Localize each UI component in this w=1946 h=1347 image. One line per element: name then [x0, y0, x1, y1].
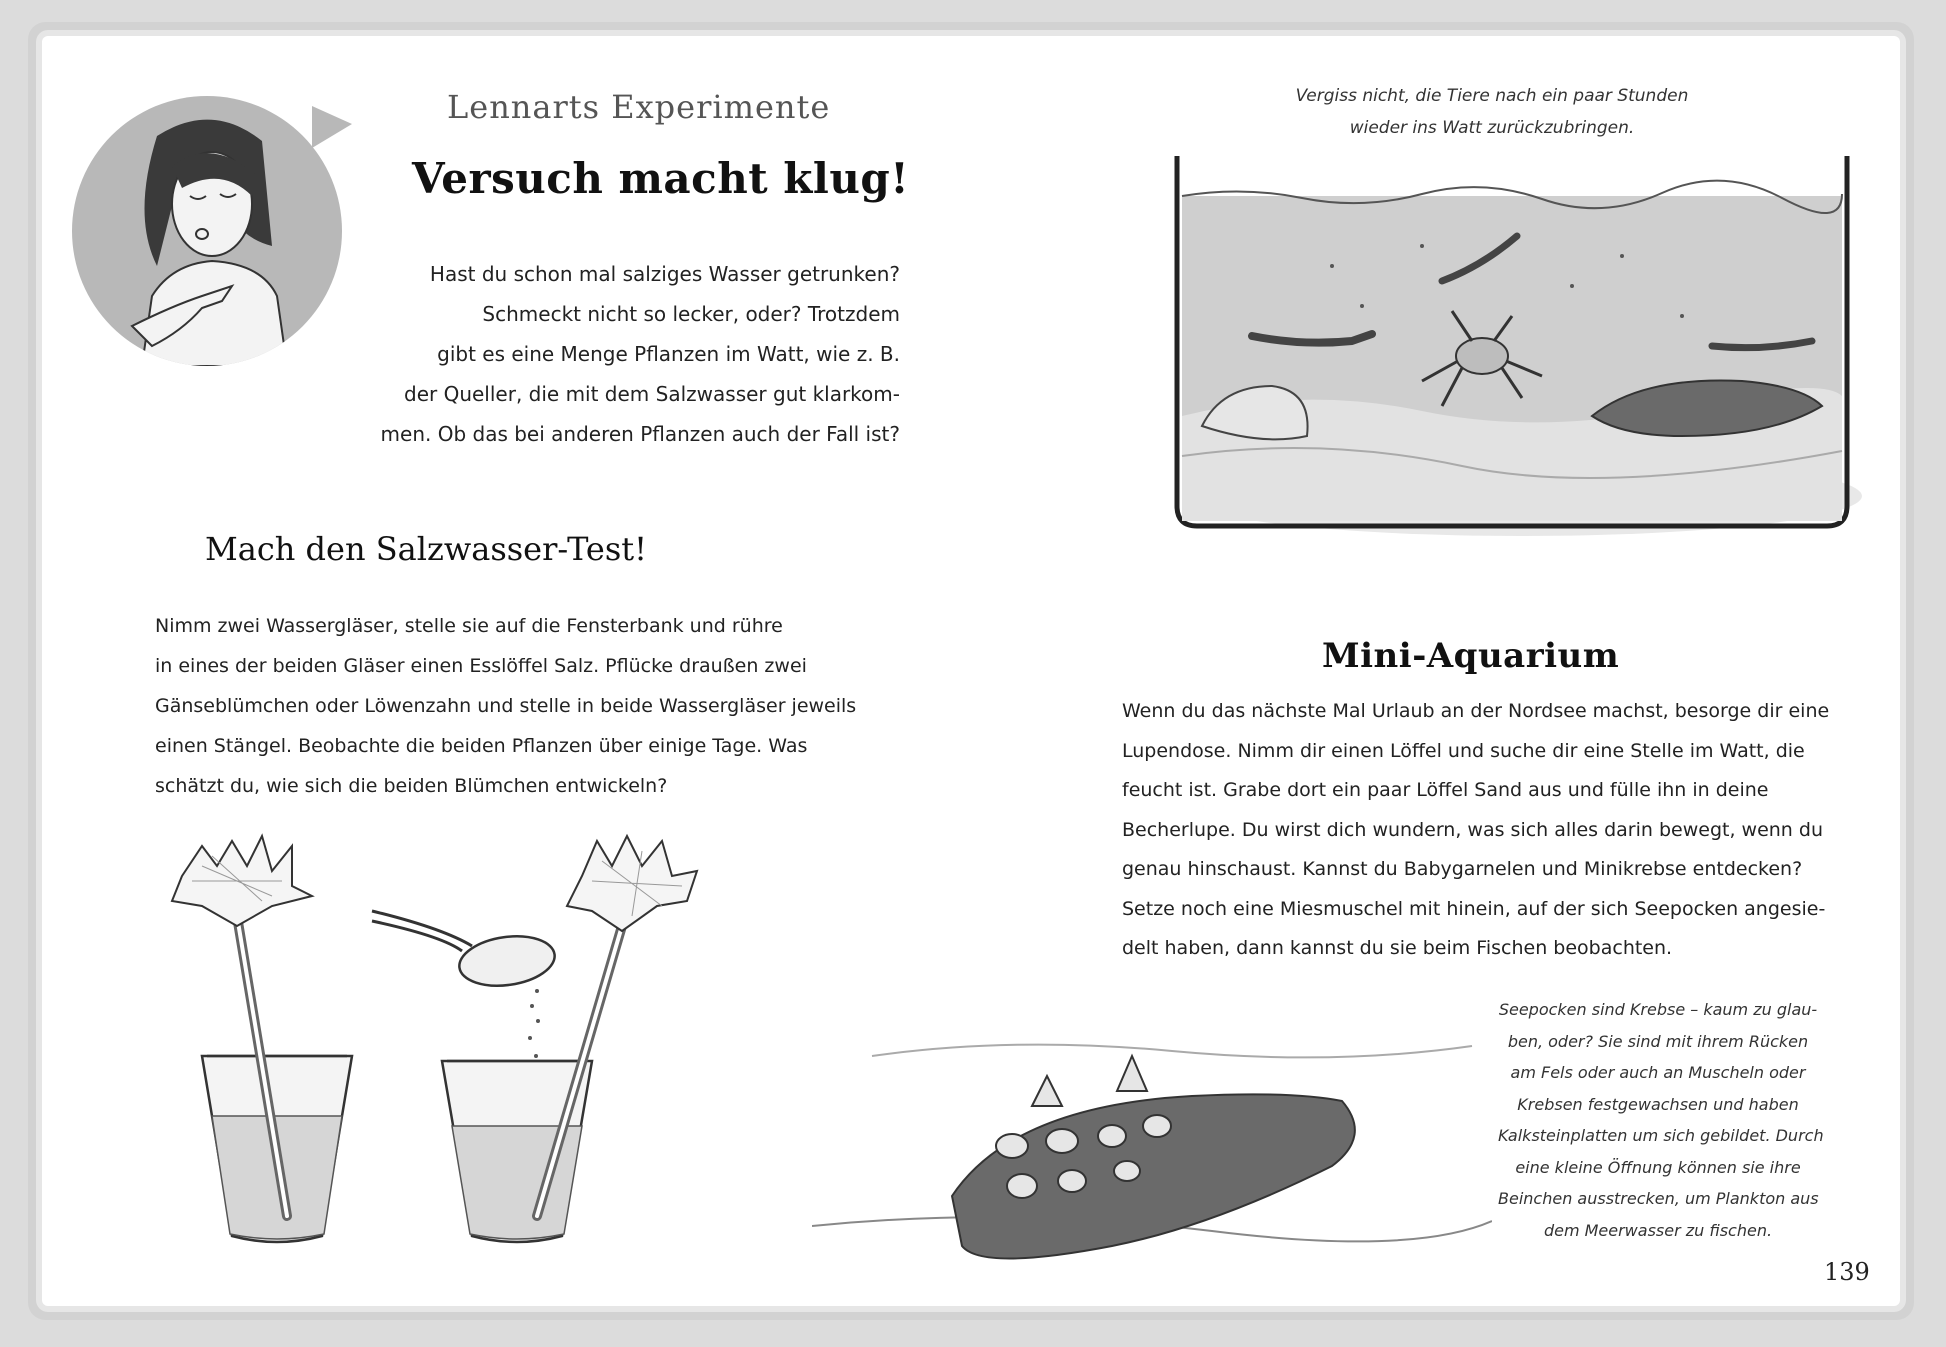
note-line: Kalksteinplatten um sich gebildet. Durch	[1498, 1126, 1824, 1145]
aquarium-illustration	[1122, 136, 1882, 556]
text-line: in eines der beiden Gläser einen Esslöffel Salz. Pflücke draußen zwei	[155, 655, 807, 677]
intro-line: Schmeckt nicht so lecker, oder? Trotzdem	[482, 302, 900, 326]
note-line: Seepocken sind Krebse – kaum zu glau-	[1498, 1000, 1818, 1019]
text-line: genau hinschaust. Kannst du Babygarnelen und Minikrebse entdecken?	[1122, 858, 1803, 880]
book-spread	[42, 36, 1900, 1306]
page-title: Versuch macht klug!	[412, 154, 910, 203]
text-line: Nimm zwei Wassergläser, stelle sie auf die Fensterbank und rühre	[155, 615, 783, 637]
speech-bubble-tail	[312, 106, 352, 148]
intro-line: gibt es eine Menge Pflanzen im Watt, wie z. B.	[437, 342, 900, 366]
text-line: feucht ist. Grabe dort ein paar Löffel Sand aus und fülle ihn in deine	[1122, 779, 1769, 801]
text-line: schätzt du, wie sich die beiden Blümchen entwickeln?	[155, 775, 668, 797]
note-line: dem Meerwasser zu fischen.	[1543, 1220, 1773, 1240]
mini-aquarium-text	[1122, 692, 1842, 969]
text-line: Becherlupe. Du wirst dich wundern, was sich alles darin bewegt, wenn du	[1122, 818, 1823, 841]
intro-text	[300, 254, 900, 454]
intro-line: Hast du schon mal salziges Wasser getrunken?	[429, 262, 900, 286]
salt-test-text	[155, 606, 857, 806]
note-line: am Fels oder auch an Muscheln oder	[1510, 1063, 1806, 1082]
barnacle-rock-illustration	[812, 996, 1492, 1286]
text-line: Lupendose. Nimm dir einen Löffel und suche dir eine Stelle im Watt, die	[1122, 739, 1805, 762]
mini-aquarium-heading: Mini-Aquarium	[1322, 636, 1620, 676]
page-number: 139	[1824, 1258, 1870, 1286]
text-line: delt haben, dann kannst du sie beim Fischen beobachten.	[1122, 937, 1673, 959]
intro-line: der Queller, die mit dem Salzwasser gut klarkom-	[404, 382, 900, 406]
text-line: einen Stängel. Beobachte die beiden Pflanzen über einige Tage. Was	[155, 735, 808, 757]
text-line: Setze noch eine Miesmuschel mit hinein, auf der sich Seepocken angesie-	[1122, 897, 1826, 920]
note-line: ben, oder? Sie sind mit ihrem Rücken	[1507, 1031, 1809, 1051]
glasses-flowers-illustration	[142, 816, 762, 1256]
note-line: Vergiss nicht, die Tiere nach ein paar Stunden	[1295, 86, 1689, 106]
aquarium-note	[1282, 80, 1702, 144]
note-line: eine kleine Öffnung können sie ihre	[1515, 1157, 1801, 1177]
note-line: Krebsen festgewachsen und haben	[1517, 1094, 1799, 1114]
note-line: wieder ins Watt zurückzubringen.	[1349, 118, 1635, 138]
intro-line: men. Ob das bei anderen Pflanzen auch der Fall ist?	[380, 422, 900, 446]
series-title: Lennarts Experimente	[447, 88, 831, 126]
text-line: Wenn du das nächste Mal Urlaub an der Nordsee machst, besorge dir eine	[1122, 700, 1830, 722]
salt-test-heading: Mach den Salzwasser-Test!	[205, 530, 647, 568]
text-line: Gänseblümchen oder Löwenzahn und stelle in beide Wassergläser jeweils	[155, 695, 857, 717]
note-line: Beinchen ausstrecken, um Plankton aus	[1498, 1189, 1819, 1208]
barnacle-note	[1498, 994, 1824, 1246]
